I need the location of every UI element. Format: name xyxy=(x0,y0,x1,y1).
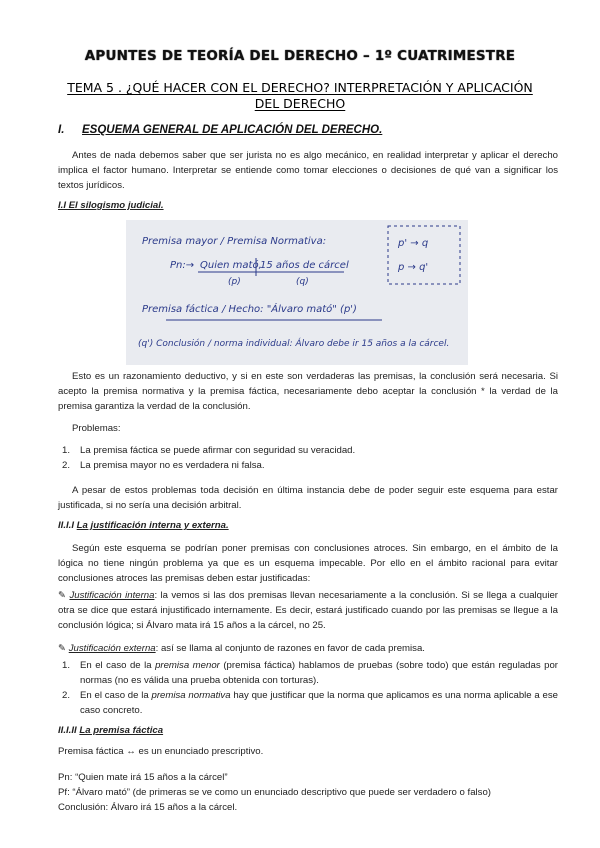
conclusion-line: Conclusión: Álvaro irá 15 años a la cárcel. xyxy=(58,802,238,813)
section-number: I. xyxy=(58,124,65,136)
externa-item: 1. En el caso de la premisa menor (premisa fáctica) hablamos de pruebas (sobre todo) que están reguladas por normas (no es válida una prueba obtenida con torturas). xyxy=(62,660,558,686)
subheading-silogismo xyxy=(58,200,164,211)
tema-heading xyxy=(50,80,550,112)
photo-line1: Premisa mayor / Premisa Normativa: xyxy=(142,236,327,247)
externa-item-post: hay que justificar que la norma que aplicamos es una norma aplicable a ese caso concreto. xyxy=(80,690,558,716)
segun-paragraph: Según este esquema se podrían poner premisas con conclusiones atroces. Sin embargo, en el ámbito de la lógica no tiene ningún problema ya que es un esquema impecable. Por ello en el ámbito racional para evitar conclusiones atroces las premisas deben estar justificadas: xyxy=(58,543,558,584)
photo-line3: Premisa fáctica / Hecho: "Álvaro mató" (p') xyxy=(142,304,357,315)
pencil-icon: ✎ xyxy=(58,643,67,654)
pencil-icon: ✎ xyxy=(58,590,67,601)
deductive-paragraph: Esto es un razonamiento deductivo, y si en este son verdaderas las premisas, la conclusión será necesaria. Si acepto la premisa normativa y la premisa fáctica, necesariamente debo aceptar la conclusión * la verdad de la premisa garantiza la verdad de la conclusión. xyxy=(58,371,558,412)
externa-item-pre: En el caso de la xyxy=(80,660,156,671)
externa-item-pre: En el caso de la xyxy=(80,690,152,701)
intro-paragraph: Antes de nada debemos saber que ser jurista no es algo mecánico, en realidad interpretar y aplicar el derecho implica el factor humano. Interpretar se entiende como tomar elecciones o decisiones de qué van a significar los textos jurídicos. xyxy=(58,150,558,191)
justificacion-externa-text: : así se llama al conjunto de razones en favor de cada premisa. xyxy=(155,643,425,654)
pf-line: Pf: “Álvaro mató” (de primeras se ve como un enunciado descriptivo que puede ser verdadero o falso) xyxy=(58,787,492,798)
section-heading xyxy=(58,124,382,136)
externa-item-post: (premisa fáctica) hablamos de pruebas (sobre todo) que están reguladas por normas (no es válida una prueba obtenida con torturas). xyxy=(80,660,558,686)
subheading-silogismo-text: I.I El silogismo judicial. xyxy=(58,200,164,211)
photo-box-line1: p' → q xyxy=(398,238,429,249)
photo-line2c: 15 años de cárcel xyxy=(260,260,349,271)
justificacion-interna-paragraph xyxy=(58,588,558,633)
tema-heading-line2: DEL DERECHO xyxy=(254,96,346,111)
externa-item: 2. En el caso de la premisa normativa hay que justificar que la norma que aplicamos es una norma aplicable a ese caso concreto. xyxy=(62,690,558,716)
section-title: ESQUEMA GENERAL DE APLICACIÓN DEL DERECHO. xyxy=(82,124,383,136)
subheading-premisa-fáctica xyxy=(58,725,163,736)
photo-box-line2: p → q' xyxy=(398,262,429,273)
pn-line: Pn: “Quien mate irá 15 años a la cárcel” xyxy=(58,772,228,783)
problemas-item-text: La premisa fáctica se puede afirmar con seguridad su veracidad. xyxy=(80,445,356,456)
justificacion-interna-term: Justificación interna xyxy=(69,590,155,601)
photo-line4: (q') Conclusión / norma individual: Álvaro debe ir 15 años a la cárcel. xyxy=(138,339,450,349)
photo-label-p: (p) xyxy=(228,277,241,287)
subheading-premisa-fáctica-number: II.I.II xyxy=(58,725,77,736)
problemas-item-text: La premisa mayor no es verdadera ni falsa. xyxy=(80,460,265,471)
justificacion-externa-term: Justificación externa xyxy=(68,643,156,654)
premisa-fáctica-line: Premisa fáctica ↔ es un enunciado prescriptivo. xyxy=(58,746,264,757)
tema-heading-line1: TEMA 5 . ¿QUÉ HACER CON EL DERECHO? INTERPRETACIÓN Y APLICACIÓN xyxy=(67,80,533,95)
photo-line2a: Pn:→ xyxy=(170,260,195,271)
handwritten-notes-image xyxy=(126,220,468,365)
problemas-item: 2. La premisa mayor no es verdadera ni falsa. xyxy=(62,460,265,471)
problemas-label: Problemas: xyxy=(72,423,121,434)
justificacion-interna-text: : la vemos si las dos premisas llevan necesariamente a la conclusión. Si se llega a cualquier otra se dice que estará injustificado internamente. Es decir, estará justificado cuando por las premisas se llegue a la conclusión lógica; si Álvaro mata irá 15 años a la cárcel, no 25. xyxy=(58,590,558,631)
photo-line2b: Quien mató, xyxy=(200,260,262,271)
problemas-list xyxy=(58,443,558,473)
subheading-justificacion xyxy=(58,520,229,531)
subheading-justificacion-number: II.I.I xyxy=(58,520,74,531)
subheading-justificacion-title: La justificación interna y externa. xyxy=(76,520,229,531)
subheading-premisa-fáctica-title: La premisa fáctica xyxy=(79,725,164,736)
pesar-paragraph: A pesar de estos problemas toda decisión en última instancia debe de poder seguir este esquema para estar justificada, si no sería una decisión arbitral. xyxy=(58,485,558,511)
photo-label-q: (q) xyxy=(296,277,309,287)
externa-item-em: premisa normativa xyxy=(151,690,231,701)
externa-item-em: premisa menor xyxy=(155,660,220,671)
justificacion-externa-paragraph xyxy=(58,641,558,656)
problemas-item: 1. La premisa fáctica se puede afirmar con seguridad su veracidad. xyxy=(62,445,356,456)
document-title: APUNTES DE TEORÍA DEL DERECHO – 1º CUATRIMESTRE xyxy=(84,48,516,64)
externa-list xyxy=(58,658,558,718)
